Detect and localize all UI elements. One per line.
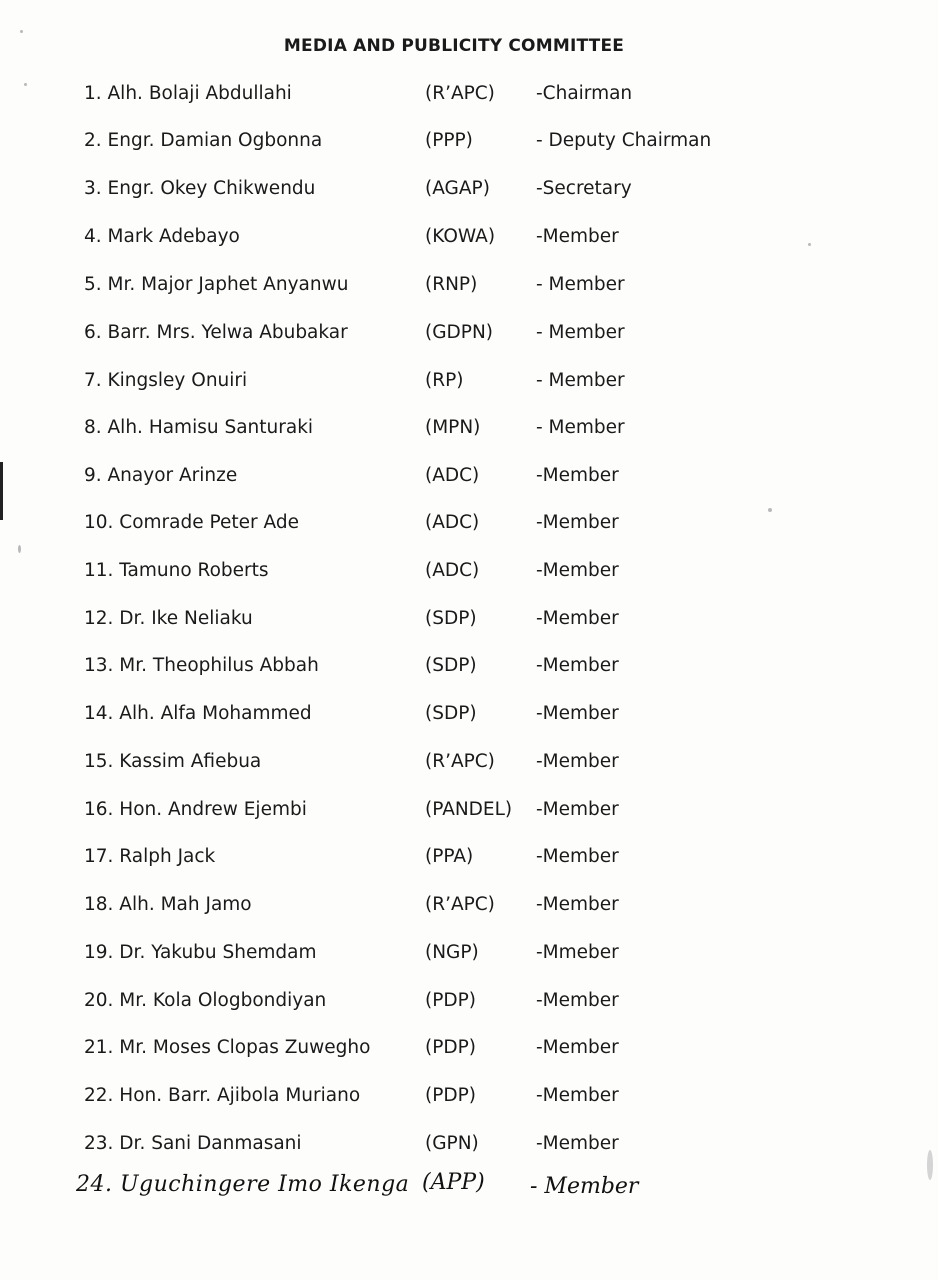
member-name: 19. Dr. Yakubu Shemdam [84,942,317,963]
handwritten-member-role: - Member [530,1174,639,1199]
member-party: (PPP) [425,130,473,151]
member-name: 15. Kassim Afiebua [84,751,262,772]
member-name: 17. Ralph Jack [84,846,216,867]
member-row [0,942,938,972]
handwritten-member-name: 24. Uguchingere Imo Ikenga [76,1172,410,1197]
handwritten-member-party: (APP) [422,1170,485,1195]
member-row [0,894,938,924]
member-name: 8. Alh. Hamisu Santuraki [84,417,314,438]
member-name: 5. Mr. Major Japhet Anyanwu [84,274,349,295]
member-name: 1. Alh. Bolaji Abdullahi [84,83,292,104]
member-row [0,1085,938,1115]
member-row [0,799,938,829]
member-role: - Member [536,274,625,295]
member-party: (KOWA) [425,226,496,247]
member-row [0,703,938,733]
member-role: -Member [536,846,619,867]
member-role: - Member [536,417,625,438]
scan-speck [20,30,23,33]
member-party: (GPN) [425,1133,479,1154]
member-party: (PANDEL) [425,799,513,820]
member-role: -Member [536,894,619,915]
member-party: (R’APC) [425,83,495,104]
member-name: 16. Hon. Andrew Ejembi [84,799,307,820]
member-role: -Member [536,1133,619,1154]
member-role: -Member [536,1085,619,1106]
member-name: 14. Alh. Alfa Mohammed [84,703,312,724]
member-role: -Member [536,465,619,486]
member-name: 21. Mr. Moses Clopas Zuwegho [84,1037,371,1058]
member-name: 11. Tamuno Roberts [84,560,269,581]
member-role: -Member [536,560,619,581]
member-row [0,1133,938,1163]
member-row [0,178,938,208]
member-name: 9. Anayor Arinze [84,465,238,486]
member-row [0,465,938,495]
member-row [0,226,938,256]
member-row [0,512,938,542]
member-name: 12. Dr. Ike Neliaku [84,608,253,629]
member-party: (ADC) [425,512,480,533]
member-party: (GDPN) [425,322,494,343]
member-row [0,417,938,447]
member-row [0,1037,938,1067]
member-name: 18. Alh. Mah Jamo [84,894,252,915]
member-role: -Secretary [536,178,632,199]
member-row [0,655,938,685]
handwritten-entry [0,1168,938,1218]
member-role: -Member [536,226,619,247]
member-party: (NGP) [425,942,479,963]
member-role: -Member [536,608,619,629]
member-name: 6. Barr. Mrs. Yelwa Abubakar [84,322,348,343]
member-party: (SDP) [425,703,477,724]
member-role: -Member [536,799,619,820]
member-party: (SDP) [425,655,477,676]
member-row [0,608,938,638]
member-party: (R’APC) [425,894,495,915]
member-role: - Member [536,322,625,343]
member-name: 20. Mr. Kola Ologbondiyan [84,990,327,1011]
member-role: -Mmeber [536,942,619,963]
member-row [0,130,938,160]
member-name: 2. Engr. Damian Ogbonna [84,130,323,151]
member-party: (AGAP) [425,178,490,199]
member-name: 7. Kingsley Onuiri [84,370,248,391]
member-role: -Member [536,703,619,724]
member-party: (ADC) [425,465,480,486]
member-role: -Chairman [536,83,633,104]
member-party: (PDP) [425,1037,476,1058]
member-role: -Member [536,512,619,533]
member-row [0,322,938,352]
scan-speck [18,545,21,553]
member-row [0,990,938,1020]
member-party: (PDP) [425,990,476,1011]
member-role: -Member [536,655,619,676]
member-name: 13. Mr. Theophilus Abbah [84,655,319,676]
member-row [0,751,938,781]
member-party: (ADC) [425,560,480,581]
member-row [0,83,938,113]
member-row [0,370,938,400]
member-row [0,846,938,876]
member-party: (RNP) [425,274,478,295]
member-party: (PPA) [425,846,474,867]
member-row [0,560,938,590]
member-party: (MPN) [425,417,481,438]
member-role: -Member [536,1037,619,1058]
member-role: -Member [536,990,619,1011]
member-name: 10. Comrade Peter Ade [84,512,299,533]
member-party: (R’APC) [425,751,495,772]
member-party: (PDP) [425,1085,476,1106]
member-name: 4. Mark Adebayo [84,226,240,247]
member-role: - Deputy Chairman [536,130,712,151]
member-name: 3. Engr. Okey Chikwendu [84,178,316,199]
document-title: MEDIA AND PUBLICITY COMMITTEE [283,36,625,56]
member-row [0,274,938,304]
member-role: - Member [536,370,625,391]
member-party: (SDP) [425,608,477,629]
member-name: 22. Hon. Barr. Ajibola Muriano [84,1085,361,1106]
member-name: 23. Dr. Sani Danmasani [84,1133,302,1154]
member-party: (RP) [425,370,464,391]
member-role: -Member [536,751,619,772]
